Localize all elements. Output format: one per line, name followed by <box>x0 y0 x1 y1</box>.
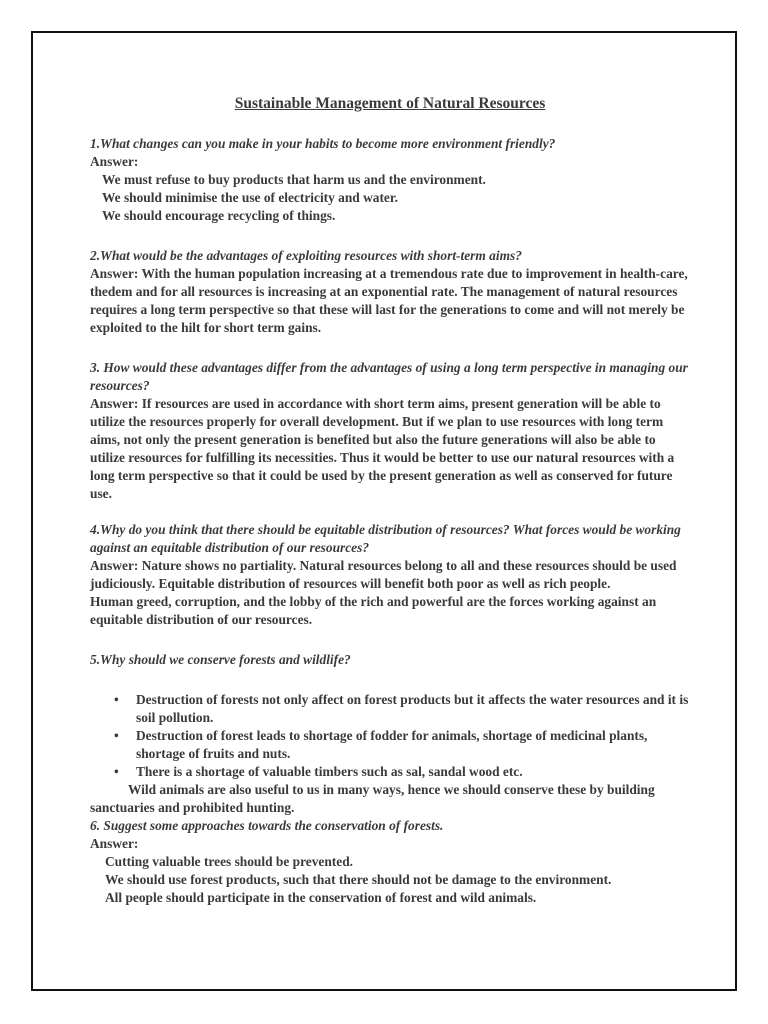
question-5: 5.Why should we conserve forests and wildlife? <box>90 652 351 667</box>
answer-3: Answer: If resources are used in accordance with short term aims, present generation will be able to utilize the resources properly for overall development. But if we plan to use resources with long term aims, not only the present generation is benefited but also the future generations will also be able to utilize resources for fulfilling its necessities. Thus it would be better to use our natural resources with a long term perspective so that it could be used by the present generation as well as conserved for future use. <box>90 396 675 501</box>
bullet-icon: • <box>114 692 119 707</box>
bullet-icon: • <box>114 728 119 743</box>
answer-4-continued: Human greed, corruption, and the lobby of the rich and powerful are the forces working against an equitable distribution of our resources. <box>90 594 657 627</box>
list-item <box>114 727 690 763</box>
list-item <box>114 763 690 781</box>
document-body <box>90 93 690 907</box>
answer-4: Answer: Nature shows no partiality. Natural resources belong to all and these resources should be used judiciously. Equitable distribution of resources will benefit both poor as well as rich people. <box>90 558 677 591</box>
answer-6-line: We should use forest products, such that there should not be damage to the environment. <box>105 872 612 887</box>
bullet-text: Destruction of forests not only affect on forest products but it affects the water resources and it is soil pollution. <box>136 692 689 725</box>
answer-1-line: We should encourage recycling of things. <box>102 208 336 223</box>
question-6: 6. Suggest some approaches towards the conservation of forests. <box>90 818 444 833</box>
question-2: 2.What would be the advantages of exploiting resources with short-term aims? <box>90 248 522 263</box>
answer-5-tail: Wild animals are also useful to us in many ways, hence we should conserve these by building sanctuaries and prohibited hunting. <box>90 782 655 815</box>
bullet-icon: • <box>114 764 119 779</box>
bullet-text: There is a shortage of valuable timbers such as sal, sandal wood etc. <box>136 764 523 779</box>
answer-6-line: All people should participate in the conservation of forest and wild animals. <box>105 890 537 905</box>
answer-6-label: Answer: <box>90 836 139 851</box>
question-1: 1.What changes can you make in your habits to become more environment friendly? <box>90 136 556 151</box>
answer-1-line: We must refuse to buy products that harm us and the environment. <box>102 172 486 187</box>
question-3: 3. How would these advantages differ from the advantages of using a long term perspective in managing our resources? <box>90 360 688 393</box>
document-title: Sustainable Management of Natural Resources <box>234 95 546 112</box>
answer-1-line: We should minimise the use of electricity and water. <box>102 190 398 205</box>
question-4: 4.Why do you think that there should be equitable distribution of resources? What forces would be working against an equitable distribution of our resources? <box>90 522 681 555</box>
answer-1-label: Answer: <box>90 154 139 169</box>
list-item <box>114 691 690 727</box>
bullet-list <box>90 691 690 781</box>
bullet-text: Destruction of forest leads to shortage of fodder for animals, shortage of medicinal plants, shortage of fruits and nuts. <box>136 728 648 761</box>
answer-6-line: Cutting valuable trees should be prevented. <box>105 854 353 869</box>
answer-2: Answer: With the human population increasing at a tremendous rate due to improvement in health-care, thedem and for all resources is increasing at an exponential rate. The management of natural resources requires a long term perspective so that these will last for the generations to come and will not merely be exploited to the hilt for short term gains. <box>90 266 688 335</box>
